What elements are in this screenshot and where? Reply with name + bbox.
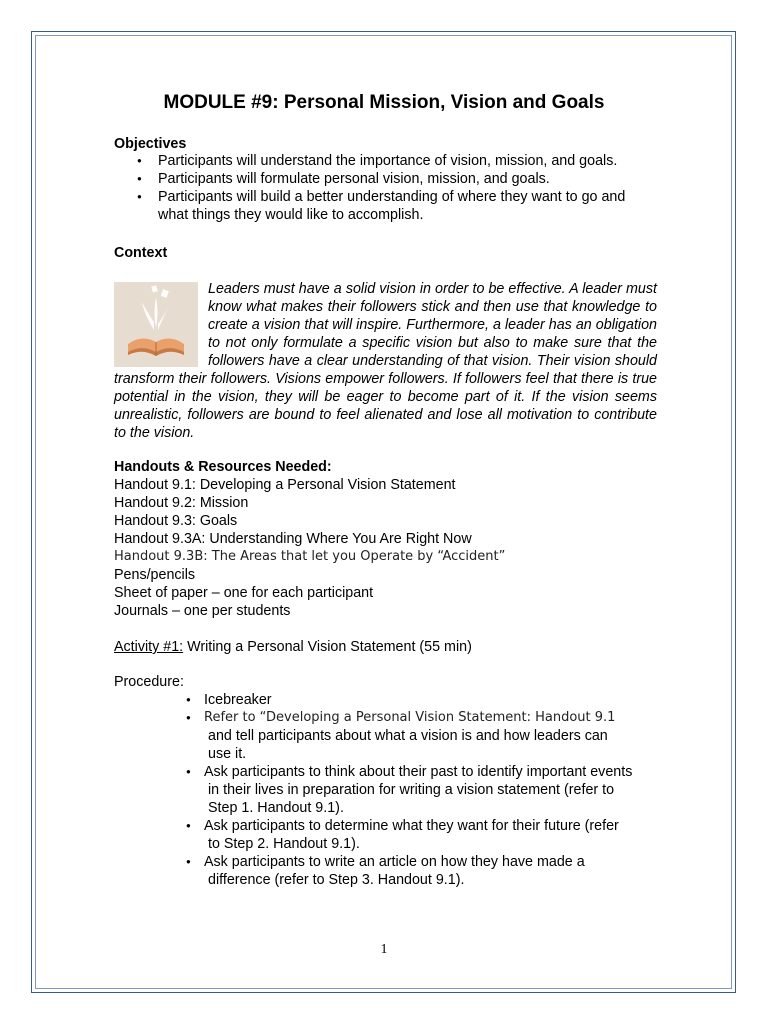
procedure-line: ● Ask participants to determine what they want for their future (refer xyxy=(204,818,619,834)
context-text: Leaders must have a solid vision in order to be effective. A leader must know what makes their followers stick and then use that knowledge to create a vision that will inspire. Furthermore, a leader has an obligation to not only formulate a specific vision but also to make sure that the followers have a clear understanding of that vision. Their vision should transform their followers. Visions empower followers. If followers feel that there is true potential in the vision, they will be eager to become part of it. If the vision seems unrealistic, followers are bound to feel alienated and lose all motivation to contribute to the vision. xyxy=(114,281,657,441)
handout-item: Handout 9.2: Mission xyxy=(114,495,249,511)
activity-label: Activity #1: xyxy=(114,639,184,655)
page-number: 1 xyxy=(380,942,388,957)
procedure-line: to Step 2. Handout 9.1). xyxy=(208,836,360,852)
activity-text: Writing a Personal Vision Statement (55 min) xyxy=(183,639,472,655)
procedure-line: in their lives in preparation for writing a vision statement (refer to xyxy=(208,782,615,798)
procedure-line: ● Ask participants to write an article on how they have made a xyxy=(204,854,585,870)
procedure-line: difference (refer to Step 3. Handout 9.1). xyxy=(208,872,465,888)
procedure-item xyxy=(186,853,666,889)
procedure-line: ● Ask participants to think about their past to identify important events xyxy=(204,764,633,780)
page-title: MODULE #9: Personal Mission, Vision and Goals xyxy=(163,92,605,113)
objectives-heading: Objectives xyxy=(114,136,187,152)
objective-item-continued: what things they would like to accomplish. xyxy=(158,207,424,223)
handouts-heading: Handouts & Resources Needed: xyxy=(114,459,332,475)
handout-item: Handout 9.3B: The Areas that let you Operate by “Accident” xyxy=(114,549,506,564)
procedure-item xyxy=(186,709,666,763)
open-book-icon xyxy=(114,282,198,367)
resource-item: Journals – one per students xyxy=(114,603,291,619)
handout-item: Handout 9.3: Goals xyxy=(114,513,238,529)
procedure-line: Step 1. Handout 9.1). xyxy=(208,800,344,816)
resource-item: Sheet of paper – one for each participant xyxy=(114,585,374,601)
objective-item: ● Participants will formulate personal vision, mission, and goals. xyxy=(137,170,677,188)
procedure-item xyxy=(186,817,666,853)
procedure-item xyxy=(186,763,666,817)
objective-item: ● Participants will build a better understanding of where they want to go and xyxy=(137,188,677,206)
procedure-line: use it. xyxy=(208,746,247,762)
procedure-item xyxy=(186,691,666,709)
handout-item: Handout 9.1: Developing a Personal Vision Statement xyxy=(114,477,456,493)
context-paragraph xyxy=(114,280,657,442)
objectives-list xyxy=(137,152,677,224)
handout-item: Handout 9.3A: Understanding Where You Are Right Now xyxy=(114,531,472,547)
procedure-list xyxy=(186,691,666,889)
procedure-line: ● Icebreaker xyxy=(204,692,272,708)
procedure-line: ● Refer to “Developing a Personal Vision Statement: Handout 9.1 xyxy=(204,710,616,725)
context-heading: Context xyxy=(114,245,168,261)
procedure-line: and tell participants about what a vision is and how leaders can xyxy=(208,728,608,744)
activity-line xyxy=(114,638,472,656)
resource-item: Pens/pencils xyxy=(114,567,196,583)
objective-item: ● Participants will understand the importance of vision, mission, and goals. xyxy=(137,152,677,170)
procedure-heading: Procedure: xyxy=(114,674,184,690)
